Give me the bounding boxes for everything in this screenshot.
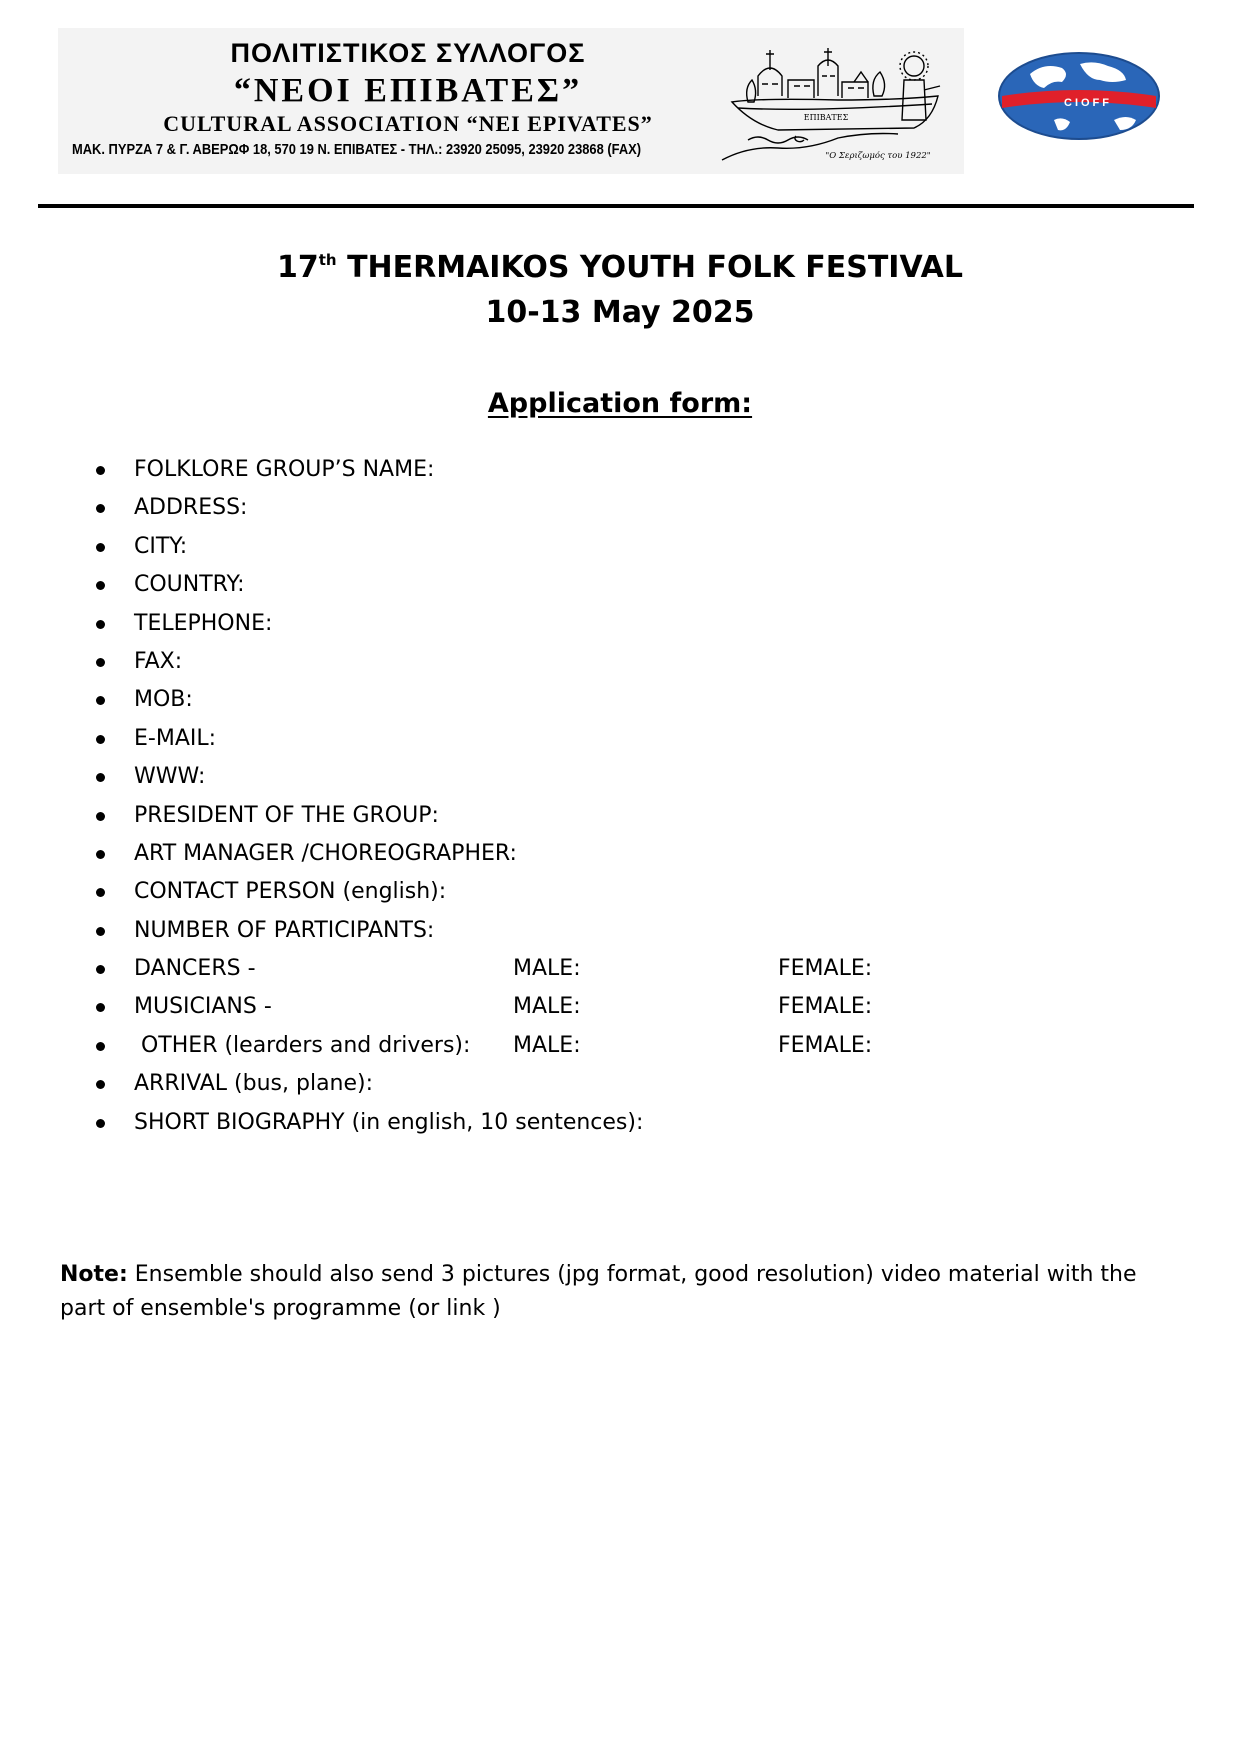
organization-name-greek: ΠΟΛΙΤΙΣΤΙΚΟΣ ΣΥΛΛΟΓΟΣ — [230, 38, 586, 68]
edition-suffix: th — [318, 251, 337, 269]
organization-name-greek-quoted: “ΝΕΟΙ ΕΠΙΒΑΤΕΣ” — [233, 72, 583, 109]
bullet-icon — [96, 927, 105, 936]
field-label: PRESIDENT OF THE GROUP: — [134, 802, 439, 828]
field-label: FOLKLORE GROUP’S NAME: — [134, 457, 435, 482]
bullet-icon — [96, 620, 105, 629]
field-label: COUNTRY: — [134, 572, 245, 598]
edition-number: 17 — [277, 250, 319, 285]
field-label: CONTACT PERSON (english): — [134, 879, 447, 905]
field-male-label: MALE: — [513, 956, 581, 982]
note-text: Ensemble should also send 3 pictures (jpg format, good resolution) video material with the part of ensemble's programme (or link ) — [60, 1262, 1137, 1321]
bullet-icon — [96, 850, 105, 859]
bullet-icon — [96, 696, 105, 705]
field-number-of-participants — [0, 912, 1240, 950]
bullet-icon — [96, 1119, 105, 1128]
field-contact-person — [0, 873, 1240, 911]
submission-note — [60, 1258, 1170, 1326]
field-art-manager — [0, 835, 1240, 873]
field-fax — [0, 643, 1240, 681]
festival-dates: 10-13 May 2025 — [485, 295, 755, 330]
field-president — [0, 797, 1240, 835]
application-fields-list — [0, 451, 1240, 1142]
field-label: OTHER (learders and drivers): — [134, 1032, 471, 1058]
cioff-logo-text: CIOFF — [1064, 97, 1112, 109]
field-male-label: MALE: — [513, 1032, 581, 1058]
field-male-label: MALE: — [513, 994, 581, 1020]
bullet-icon — [96, 735, 105, 744]
header-divider — [38, 204, 1194, 208]
field-musicians — [0, 988, 1240, 1026]
organization-name-english: CULTURAL ASSOCIATION “NEI EPIVATES” — [163, 111, 653, 136]
field-label: MOB: — [134, 687, 193, 713]
field-label: E-MAIL: — [134, 725, 217, 751]
bullet-icon — [96, 543, 105, 552]
field-address — [0, 489, 1240, 527]
application-form-heading: Application form: — [487, 388, 753, 419]
bullet-icon — [96, 1003, 105, 1012]
field-email — [0, 720, 1240, 758]
field-label: SHORT BIOGRAPHY (in english, 10 sentences): — [134, 1109, 644, 1135]
village-boat-drawing — [718, 36, 958, 170]
field-mobile — [0, 681, 1240, 719]
festival-title — [0, 250, 1240, 285]
bullet-icon — [96, 1042, 105, 1051]
boat-name-text: ΕΠΙΒΑΤΕΣ — [803, 113, 849, 122]
field-label: NUMBER OF PARTICIPANTS: — [134, 917, 435, 943]
field-label: ADDRESS: — [134, 495, 248, 521]
bullet-icon — [96, 1080, 105, 1089]
cioff-logo — [996, 50, 1162, 142]
organization-address: ΜΑΚ. ΠΥΡΖΑ 7 & Γ. ΑΒΕΡΩΦ 18, 570 19 Ν. ΕΠΙΒΑΤΕΣ - ΤΗΛ.: 23920 25095, 23920 23868 (FAX) — [72, 141, 642, 158]
festival-name: THERMAIKOS YOUTH FOLK FESTIVAL — [347, 250, 963, 285]
drawing-caption: "Ο Σεριζωμός του 1922" — [825, 151, 931, 161]
field-female-label: FEMALE: — [778, 956, 873, 982]
field-group-name — [0, 451, 1240, 489]
field-telephone — [0, 605, 1240, 643]
bullet-icon — [96, 773, 105, 782]
field-label: WWW: — [134, 764, 206, 790]
field-label: MUSICIANS - — [134, 994, 272, 1020]
bullet-icon — [96, 812, 105, 821]
field-label: DANCERS - — [134, 956, 256, 982]
field-dancers — [0, 950, 1240, 988]
bullet-icon — [96, 581, 105, 590]
bullet-icon — [96, 504, 105, 513]
field-label: ART MANAGER /CHOREOGRAPHER: — [134, 840, 517, 866]
letterhead-banner — [58, 28, 964, 174]
field-website — [0, 758, 1240, 796]
field-country — [0, 566, 1240, 604]
bullet-icon — [96, 888, 105, 897]
field-city — [0, 528, 1240, 566]
field-female-label: FEMALE: — [778, 994, 873, 1020]
field-label: CITY: — [134, 533, 188, 559]
bullet-icon — [96, 965, 105, 974]
bullet-icon — [96, 658, 105, 667]
field-female-label: FEMALE: — [778, 1032, 873, 1058]
note-label: Note: — [60, 1262, 128, 1287]
field-label: FAX: — [134, 648, 183, 674]
field-other — [0, 1027, 1240, 1065]
field-short-biography — [0, 1104, 1240, 1142]
field-label: TELEPHONE: — [134, 610, 273, 636]
field-label: ARRIVAL (bus, plane): — [134, 1071, 374, 1097]
bullet-icon — [96, 466, 105, 475]
field-arrival — [0, 1065, 1240, 1103]
